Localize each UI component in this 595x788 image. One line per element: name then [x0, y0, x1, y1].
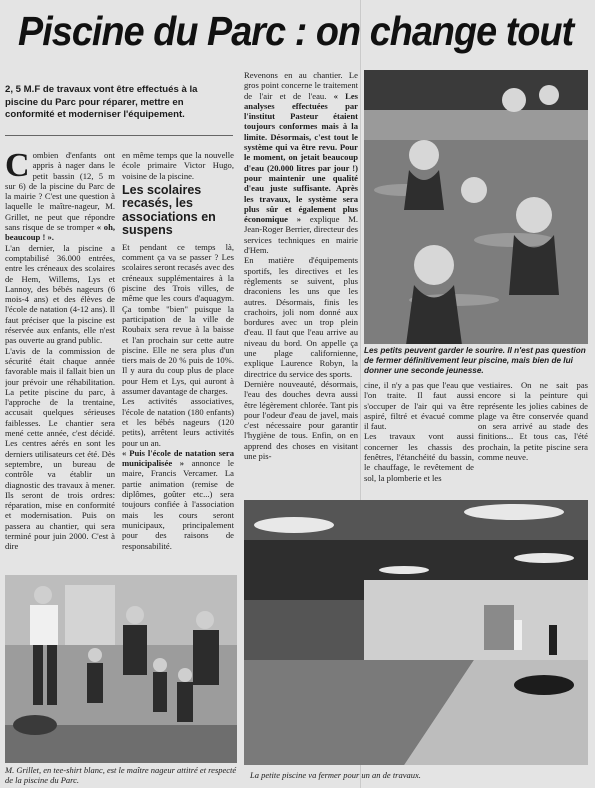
caption-bottom-left: M. Grillet, en tee-shirt blanc, est le maître nageur attitré et respecté de la piscine du Parc.: [5, 765, 237, 785]
photo-children-in-pool: [364, 70, 588, 344]
photo-lifeguard-with-children: [5, 575, 237, 763]
headline: Piscine du Parc : on change tout: [18, 8, 574, 54]
col2-paragraph-4: annonce le maire, Francis Vercamer. La partie animation (remise de diplômes, goûter etc...) sera toujours confiée à l'association mais les cours seront municipaux, principalement pour des raisons de responsabilité.: [122, 458, 234, 551]
article-column-5: [478, 380, 588, 500]
col1-paragraph-2: L'an dernier, la piscine a comptabilisé 36.000 entrées, entre les créneaux des scolaires de Hem, Willems, Lys et Lannoy, des bébés nageurs (6 mois-4 ans) et des élèves de l'école de natation (4-12 ans). Il faut préciser que la piscine est réservée aux enfants, elle n'est pas ouverte au grand public.: [5, 242, 115, 346]
article-column-3: [244, 70, 358, 498]
article-column-2: [122, 150, 234, 570]
photo-pool-hall: [244, 500, 588, 765]
col2-paragraph-2: Et pendant ce temps là, comment ça va se passer ? Les scolaires seront recasés avec des créneaux supplémentaires à la piscine des Trois villes, de même que les cours d'aquagym. Ça tombe "bien" puisque la participation de la ville de Roubaix sera revue à la baisse et l'an prochain sur cette autre piscine. Elle ne sera plus d'un tiers mais de 20 % puis de 10%. Il y aura du coup plus de place pour Hem et Lys, qui auront à assumer davantage de charges.: [122, 241, 234, 397]
col3-paragraph-3: Dernière nouveauté, désormais, l'eau des douches devra aussi être légèrement chlorée. Tant pis pour l'odeur d'eau de javel, mais c'est nécessaire pour garantir l'hygiène de tous. Enfin, on en apprend des choses en visitant une pis-: [244, 378, 358, 461]
article-column-1: [5, 150, 115, 570]
col1-quote: « oh, beaucoup ! ».: [5, 222, 115, 243]
article-column-4: [364, 380, 474, 500]
col2-paragraph-1: en même temps que la nouvelle école primaire Victor Hugo, voisine de la piscine.: [122, 150, 234, 181]
caption-top-right: Les petits peuvent garder le sourire. Il n'est pas question de fermer définitivement leur piscine, mais bien de lui donner une seconde jeunesse.: [364, 346, 586, 375]
caption-bottom-right: La petite piscine va fermer pour un an de travaux.: [250, 770, 421, 780]
dropcap: C: [5, 150, 30, 184]
col2-quote: « Puis l'école de natation sera municipalisée »: [122, 447, 234, 469]
col4-paragraph-2: Les travaux vont aussi concerner les chassis des fenêtres, l'étanchéité du bassin, le chauffage, le revêtement de sol, la plomberie et les: [364, 431, 474, 483]
col4-paragraph-1: cine, il n'y a pas que l'eau que l'on traite. Il faut aussi s'occuper de l'air qui va être aspiré, filtré et évacué comme il faut.: [364, 380, 474, 432]
deck-intro: 2, 5 M.F de travaux vont être effectués à la piscine du Parc pour réparer, mettre en conformité et moderniser l'équipement.: [5, 84, 198, 121]
col3-paragraph-1-end: explique M. Jean-Roger Berrier, directeur des services techniques en mairie d'Hem.: [244, 214, 358, 256]
col3-paragraph-2: En matière d'équipements sportifs, les directives et les règlements se suivent, plus draconiens les uns que les autres. Désormais, finis les crachoirs, joli nom donné aux bordures avec un trop plein d'eau. Il faut que l'eau arrive au niveau du bord. On appelle ça une plage californienne, explique Laurence Robyn, la directrice du service des sports.: [244, 255, 358, 379]
col2-paragraph-3: Les activités associatives, l'école de natation (180 enfants) et les bébés nageurs (120 petits), arrêtent leurs activités pour un an.: [122, 396, 234, 448]
col3-paragraph-1: Revenons en au chantier. Le gros point concerne le traitement de l'air et de l'eau.: [244, 70, 358, 101]
col1-paragraph-3: L'avis de la commission de sécurité était chaque année favorable mais il fallait bien un jour prévoir une réhabilitation. La petite piscine du parc, à l'approche de la trentaine, accusait quelques sérieuses faiblesses. Le chantier sera mené cette année, c'est décidé. Les centres aérés en sont les derniers utilisateurs cet été. Dès septembre, un bureau de contrôle va établir un diagnostic des travaux à mener. Ils seront de trois ordres: réparation, mise en conformité et modernisation. Puis on passera au chantier, qui sera terminé pour juin 2000. C'est à dire: [5, 345, 115, 552]
col1-paragraph-1: ombien d'enfants ont appris à nager dans le petit bassin (12, 5 m sur 6) de la piscine du Parc de la mairie ? C'est une question à laquelle le maître-nageur, M. Grillet, ne peut que répondre sans risque de se tromper: [5, 150, 115, 233]
subheading: Les scolaires recasés, les associations en suspens: [122, 182, 216, 238]
col5-paragraph-1: vestiaires. On ne sait pas encore si la peinture qui représente les jolies cabines de plage va être conservée quand on sera arrivé au stade des finitions... Et tous cas, l'été prochain, la petite piscine sera comme neuve.: [478, 380, 588, 463]
deck-divider: [5, 135, 233, 136]
col3-quote: « Les analyses effectuées par l'institut Pasteur étaient toujours conformes mais à la limite. Désormais, c'est tout le système qui va être revu. Pour le moment, on jetait beaucoup d'eau (20.000 litres par jour !) pour maintenir une qualité d'eau juste suffisante. Après les travaux, le système sera plus sûr et également plus économique »: [244, 90, 358, 225]
